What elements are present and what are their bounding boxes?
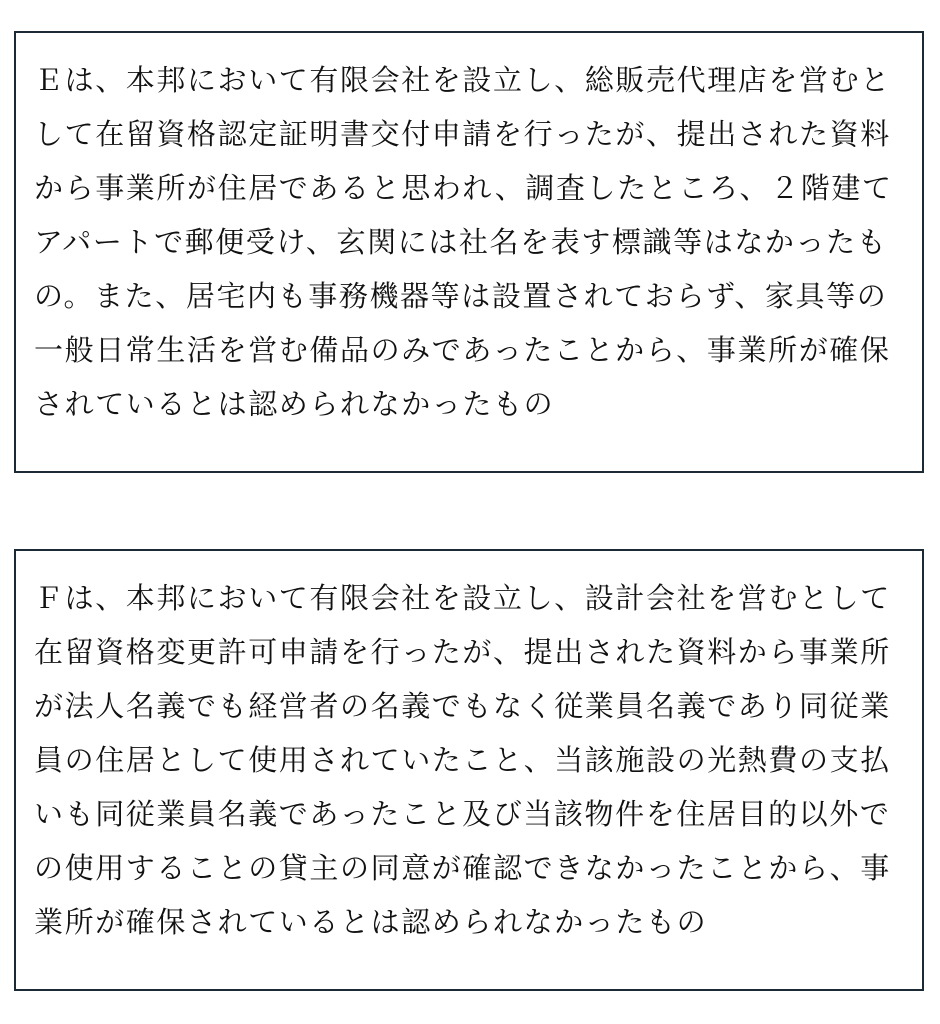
case-f-line-2: 在留資格変更許可申請を行ったが、提出された資料から事業所: [34, 635, 891, 669]
case-e-line-6: 一般日常生活を営む備品のみであったことから、事業所が確保: [34, 333, 891, 367]
case-f-line-4: 員の住居として使用されていたこと、当該施設の光熱費の支払: [34, 743, 891, 777]
case-f-box: [14, 549, 924, 991]
case-e-line-3: から事業所が住居であると思われ、調査したところ、２階建て: [34, 171, 893, 205]
case-f-line-7: 業所が確保されているとは認められなかったもの: [34, 905, 708, 939]
case-f-line-5: いも同従業員名義であったこと及び当該物件を住居目的以外で: [34, 797, 891, 831]
case-f-line-1: Ｆは、本邦において有限会社を設立し、設計会社を営むとして: [34, 581, 891, 615]
case-e-line-2: して在留資格認定証明書交付申請を行ったが、提出された資料: [34, 117, 891, 151]
case-e-box: [14, 31, 924, 473]
case-e-line-4: アパートで郵便受け、玄関には社名を表す標識等はなかったも: [34, 225, 888, 259]
case-e-line-5: の。また、居宅内も事務機器等は設置されておらず、家具等の: [34, 279, 888, 313]
case-f-line-6: の使用することの貸主の同意が確認できなかったことから、事: [34, 851, 891, 885]
case-e-line-7: されているとは認められなかったもの: [34, 387, 555, 421]
case-f-line-3: が法人名義でも経営者の名義でもなく従業員名義であり同従業: [34, 689, 891, 723]
case-e-line-1: Ｅは、本邦において有限会社を設立し、総販売代理店を営むと: [34, 63, 891, 97]
